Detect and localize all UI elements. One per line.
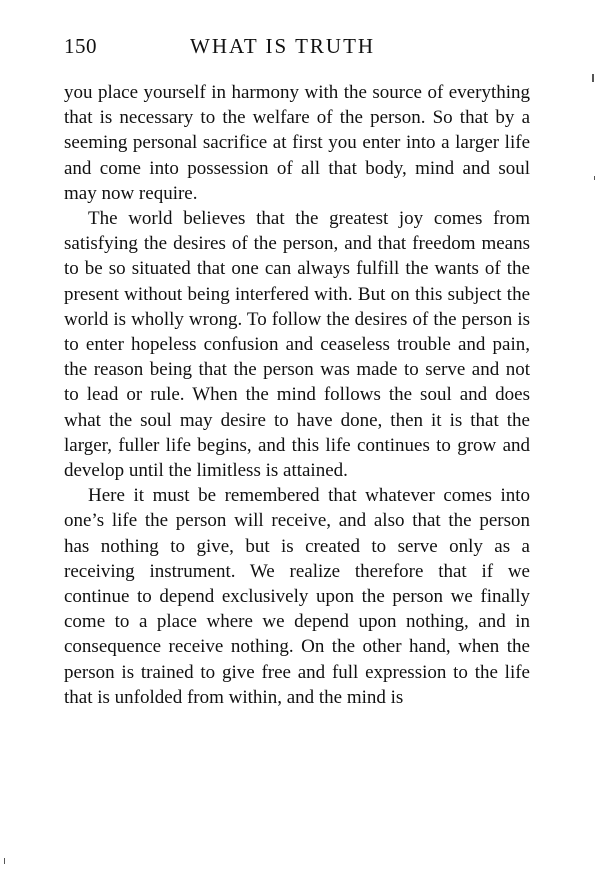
running-title: WHAT IS TRUTH — [190, 34, 376, 58]
body-text — [64, 80, 530, 710]
scan-edge-mark — [592, 74, 594, 82]
page-number: 150 — [64, 34, 97, 58]
scan-edge-mark — [594, 176, 595, 180]
scan-edge-mark — [4, 858, 5, 864]
paragraph-3: Here it must be remembered that whatever comes into one’s life the person will receive, and also that the person has nothing to give, but is created to serve only as a receiving instrument. We realize therefore that if we continue to depend exclusively upon the person we finally come to a place where we depend upon nothing, and in consequence receive nothing. On the other hand, when the person is trained to give free and full expression to the life that is unfolded from within, and the mind is — [64, 485, 530, 708]
paragraph-1: you place yourself in harmony with the source of everything that is necessary to the welfare of the person. So that by a seeming personal sacrifice at first you enter into a larger life and come into possession of all that body, mind and soul may now require. — [64, 82, 530, 204]
paragraph-2: The world believes that the greatest joy comes from satisfying the desires of the person, and that freedom means to be so situated that one can always fulfill the wants of the present without being interfered with. But on this subject the world is wholly wrong. To follow the desires of the person is to enter hopeless confusion and ceaseless trouble and pain, the reason being that the person was made to serve and not to lead or rule. When the mind follows the soul and does what the soul may desire to have done, then it is that the larger, fuller life begins, and this life continues to grow and develop until the limitless is attained. — [64, 208, 530, 482]
page-header — [64, 34, 530, 62]
